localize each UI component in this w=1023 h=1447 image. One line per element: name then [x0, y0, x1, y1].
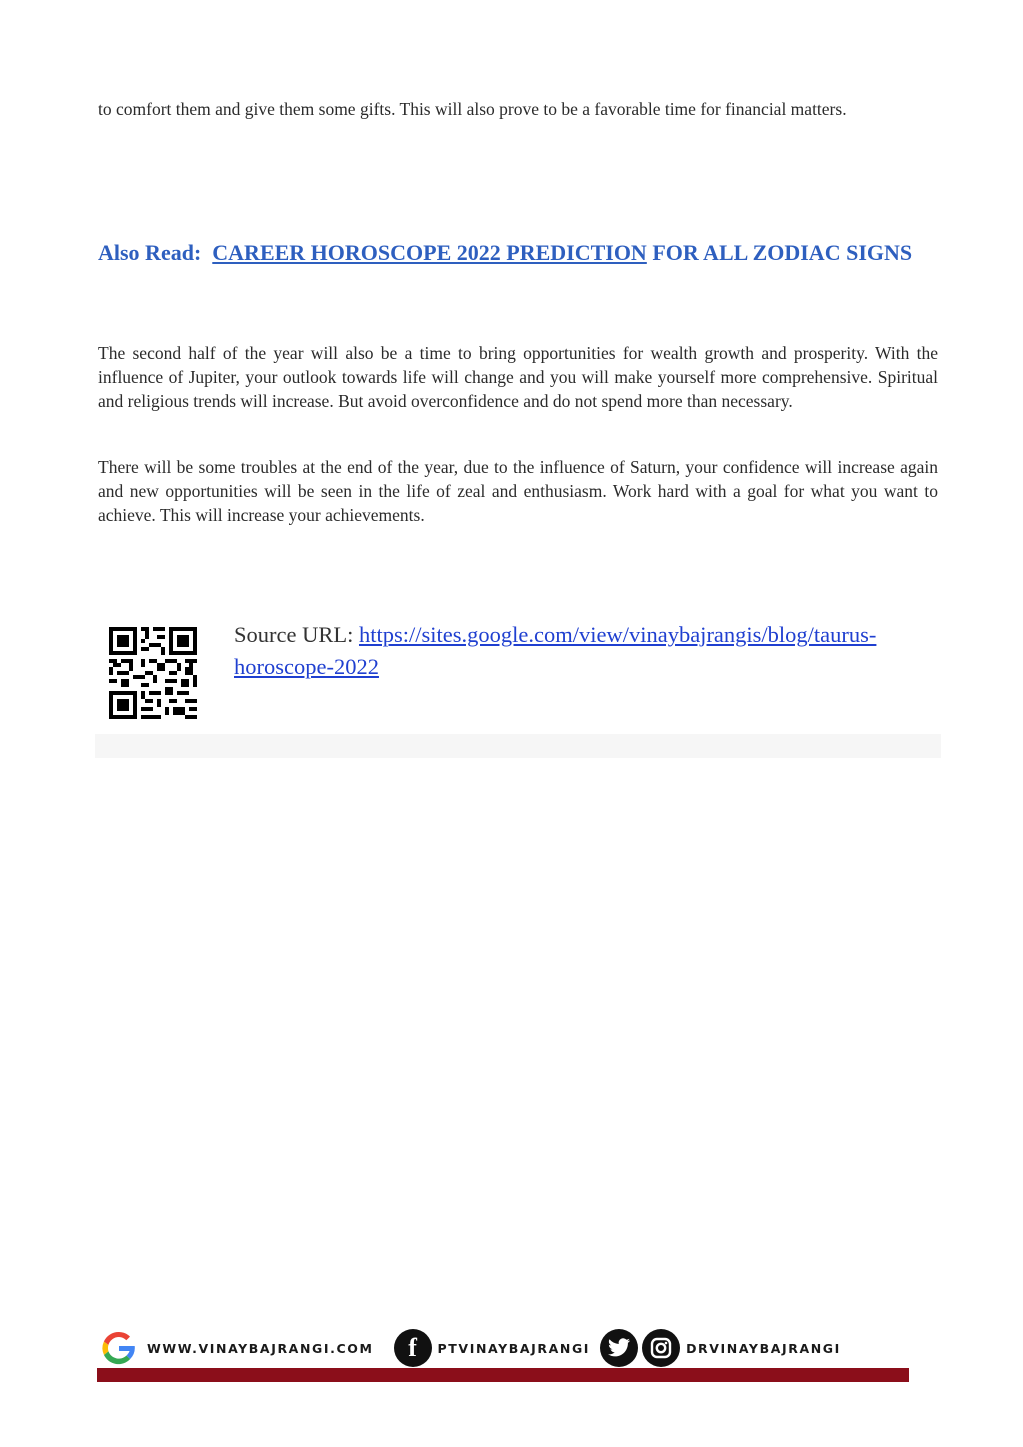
section-divider — [95, 734, 941, 758]
paragraph-third: There will be some troubles at the end of the year, due to the influence of Saturn, your confidence will increase again and new opportunities will be seen in the life of zeal and enthusiasm. Work hard with a goal for what you want to achieve. This will increase your achievements. — [98, 457, 938, 525]
career-horoscope-link[interactable]: CAREER HOROSCOPE 2022 PREDICTION — [212, 240, 647, 265]
qr-code-icon — [109, 627, 197, 719]
also-read-heading — [98, 238, 938, 267]
source-url-link[interactable]: https://sites.google.com/view/vinaybajrangis/blog/taurus-horoscope-2022 — [234, 622, 877, 679]
source-url — [234, 619, 934, 683]
footer-facebook[interactable]: PTVINAYBAJRANGI — [437, 1340, 591, 1356]
footer-website[interactable]: WWW.VINAYBAJRANGI.COM — [147, 1340, 374, 1356]
also-read-prefix: Also Read: — [98, 240, 202, 265]
footer-bar — [97, 1368, 909, 1382]
source-label: Source URL: — [234, 622, 354, 647]
also-read-suffix: FOR ALL ZODIAC SIGNS — [652, 240, 913, 265]
facebook-icon[interactable]: f — [394, 1329, 432, 1367]
paragraph-intro: to comfort them and give them some gifts. This will also prove to be a favorable time for financial matters. — [98, 99, 847, 119]
footer-social[interactable]: DRVINAYBAJRANGI — [686, 1340, 841, 1356]
instagram-icon[interactable] — [642, 1329, 680, 1367]
twitter-icon[interactable] — [600, 1329, 638, 1367]
paragraph-second: The second half of the year will also be a time to bring opportunities for wealth growth and prosperity. With the influence of Jupiter, your outlook towards life will change and you will make yourself more comprehensive. Spiritual and religious trends will increase. But avoid overconfidence and do not spend more than necessary. — [98, 343, 938, 411]
footer-banner — [97, 1326, 909, 1382]
google-icon[interactable] — [97, 1328, 141, 1368]
